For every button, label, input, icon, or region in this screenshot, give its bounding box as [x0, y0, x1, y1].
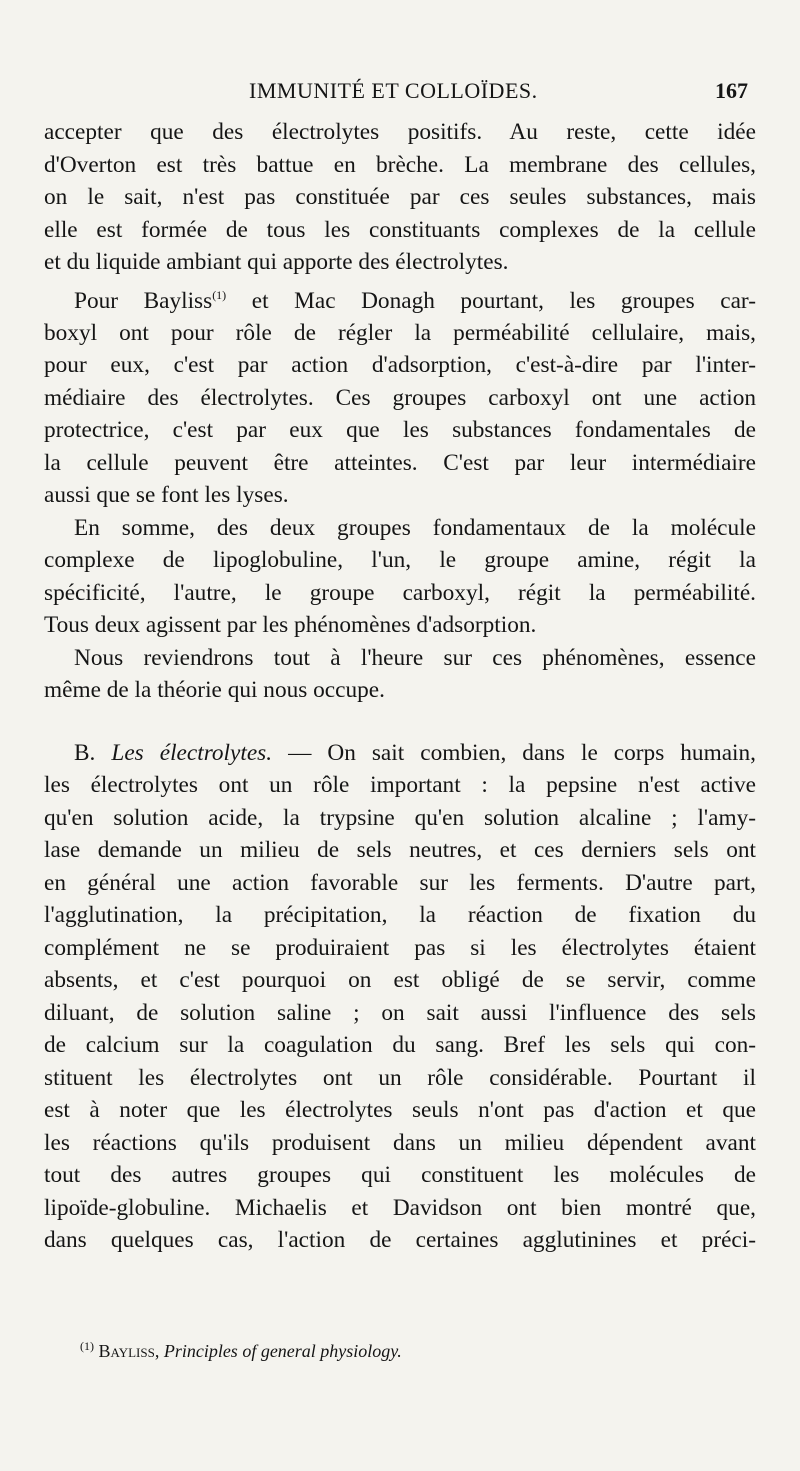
- text-line: la cellule peuvent être atteintes. C'est par leur intermédiaire: [44, 449, 756, 476]
- text-line: complément ne se produiraient pas si les électrolytes étaient: [44, 934, 756, 961]
- text-line: stituent les électrolytes ont un rôle considérable. Pourtant il: [44, 1064, 756, 1091]
- section-title: Les électrolytes.: [111, 739, 273, 766]
- text-line: Tous deux agissent par les phénomènes d'adsorption.: [44, 612, 537, 639]
- text-line: médiaire des électrolytes. Ces groupes carboxyl ont une action: [44, 384, 756, 411]
- footnote-marker: (1): [80, 1339, 94, 1353]
- text-line: aussi que se font les lyses.: [44, 482, 289, 509]
- section-label: B.: [74, 739, 112, 766]
- footnote-reference: (1): [212, 287, 227, 302]
- text-fragment: et Mac Donagh pourtant, les groupes car-: [226, 287, 756, 314]
- text-line: tout des autres groupes qui constituent les molécules de: [44, 1162, 756, 1189]
- text-line: dans quelques cas, l'action de certaines agglutinines et préci-: [44, 1227, 756, 1254]
- text-line: qu'en solution acide, la trypsine qu'en solution alcaline ; l'amy-: [44, 804, 756, 831]
- text-line: En somme, des deux groupes fondamentaux de la molécule: [74, 514, 756, 541]
- text-line: on le sait, n'est pas constituée par ces seules substances, mais: [44, 184, 756, 210]
- text-line: complexe de lipoglobuline, l'un, le groupe amine, régit la: [44, 547, 756, 574]
- text-line: et du liquide ambiant qui apporte des électrolytes.: [44, 249, 509, 275]
- text-line: spécificité, l'autre, le groupe carboxyl, régit la perméabilité.: [44, 579, 756, 606]
- text-fragment: Pour Bayliss: [74, 287, 213, 314]
- text-line: même de la théorie qui nous occupe.: [44, 677, 385, 704]
- footnote-author: Bayliss: [98, 1341, 155, 1361]
- body-text: [44, 116, 756, 1257]
- page-header: [44, 78, 756, 112]
- text-line: protectrice, c'est par eux que les substances fondamentales de: [44, 417, 756, 444]
- text-line: les électrolytes ont un rôle important : la pepsine n'est active: [44, 772, 756, 799]
- text-fragment: — On sait combien, dans le corps humain,: [272, 739, 756, 766]
- text-line: accepter que des électrolytes positifs. Au reste, cette idée: [44, 119, 756, 145]
- text-line: lipoïde-globuline. Michaelis et Davidson ont bien montré que,: [44, 1194, 756, 1221]
- section-heading-line: [44, 737, 756, 770]
- text-line: [44, 279, 756, 317]
- footnote-title: Principles of general physiology.: [163, 1341, 402, 1361]
- text-line: Nous reviendrons tout à l'heure sur ces phénomènes, essence: [74, 644, 756, 671]
- text-line: est à noter que les électrolytes seuls n'ont pas d'action et que: [44, 1097, 756, 1124]
- text-line: les réactions qu'ils produisent dans un milieu dépendent avant: [44, 1129, 756, 1156]
- running-title: IMMUNITÉ ET COLLOÏDES.: [249, 78, 538, 103]
- footnote-separator: ,: [154, 1341, 164, 1361]
- text-line: en général une action favorable sur les ferments. D'autre part,: [44, 869, 756, 896]
- text-line: lase demande un milieu de sels neutres, et ces derniers sels ont: [44, 837, 756, 864]
- text-line: de calcium sur la coagulation du sang. Bref les sels qui con-: [44, 1032, 756, 1059]
- section-gap: [44, 707, 756, 737]
- footnote: [80, 1334, 740, 1363]
- text-line: elle est formée de tous les constituants complexes de la cellule: [44, 216, 756, 243]
- text-line: diluant, de solution saline ; on sait aussi l'influence des sels: [44, 999, 756, 1026]
- text-line: l'agglutination, la précipitation, la réaction de fixation du: [44, 902, 756, 929]
- text-line: boxyl ont pour rôle de régler la perméabilité cellulaire, mais,: [44, 319, 756, 346]
- text-line: pour eux, c'est par action d'adsorption, c'est-à-dire par l'inter-: [44, 352, 756, 379]
- text-line: absents, et c'est pourquoi on est obligé de se servir, comme: [44, 967, 756, 994]
- page-number: 167: [715, 78, 748, 103]
- text-line: d'Overton est très battue en brèche. La membrane des cellules,: [44, 151, 756, 178]
